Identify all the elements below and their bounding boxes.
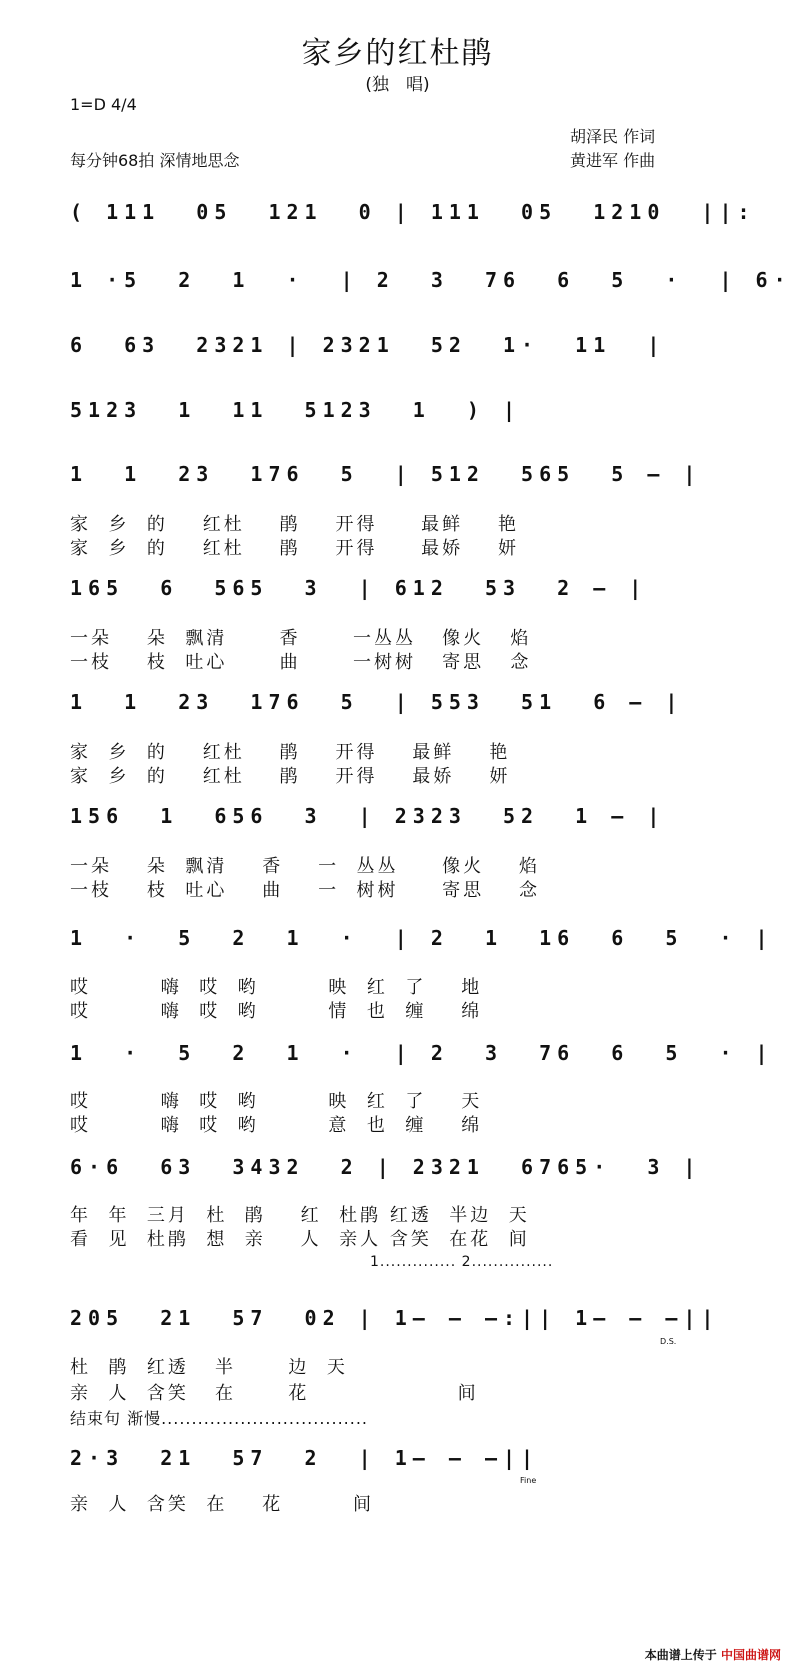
lyric-line: 年 年 三月 杜 鹃 红 杜鹃 红透 半边 天 [70,1205,530,1226]
ending-line-2 [70,1446,750,1486]
intro-line-4 [70,398,750,438]
notation: 205 21 57 02 | 1— — —:|| 1— — —|| [70,1306,720,1330]
key-time-signature: 1=D 4/4 [70,95,137,114]
chorus-line-3 [70,1155,750,1195]
footer [645,1646,781,1663]
lyric-line: 家 乡 的 红杜 鹃 开得 最鲜 艳 [70,514,520,535]
intro-line-3 [70,333,750,373]
lyric-line: 一枝 枝 吐心 曲 一树树 寄思 念 [70,652,532,673]
intro-line-1 [70,200,756,240]
lyric-line: 家 乡 的 红杜 鹃 开得 最娇 妍 [70,538,520,559]
lyric-line: 一枝 枝 吐心 曲 一 树树 寄思 念 [70,880,541,901]
notation: 1 1 23 176 5 | 553 51 6 — | [70,690,684,714]
notation: 1 · 5 2 1 · | 2 1 16 6 5 · | [70,926,774,950]
verse-line-4 [70,804,750,844]
chorus-line-2 [70,1041,774,1081]
notation: 1 ·5 2 1 · | 2 3 76 6 5 · | 6· [70,268,792,292]
notation: 1 1 23 176 5 | 512 565 5 — | [70,462,702,486]
tempo-marking: 每分钟68拍 深情地思念 [70,151,240,170]
notation: 2·3 21 57 2 | 1— — —|| [70,1446,540,1470]
lyric-line: 哎 嗨 哎 哟 意 也 缠 绵 [70,1115,483,1136]
lyric-line: 家 乡 的 红杜 鹃 开得 最鲜 艳 [70,742,511,763]
lyric-line: 亲 人 含笑 在 花 间 [70,1494,374,1515]
intro-line-2 [70,268,792,308]
fine-mark: Fine [520,1476,537,1485]
notation: 6 63 2321 | 2321 52 1· 11 | [70,333,666,357]
lyric-line: 杜 鹃 红透 半 边 天 [70,1357,348,1378]
performance-note: (独 唱) [365,75,430,95]
verse-line-3 [70,690,750,730]
verse-line-2 [70,576,750,616]
notation: 6·6 63 3432 2 | 2321 6765· 3 | [70,1155,702,1179]
lyric-line: 哎 嗨 哎 哟 映 红 了 地 [70,977,483,998]
lyric-line: 哎 嗨 哎 哟 情 也 缠 绵 [70,1001,483,1022]
song-title: 家乡的红杜鹃 [301,36,494,71]
chorus-line-1 [70,926,774,966]
ending-instruction: 结束句 渐慢.................................. [70,1409,369,1428]
composer-credit: 黄进军 作曲 [570,151,656,170]
lyric-line: 亲 人 含笑 在 花 间 [70,1383,479,1404]
notation: 5123 1 11 5123 1 ) | [70,398,522,422]
footer-text: 本曲谱上传于 [644,1648,717,1662]
verse-line-1 [70,462,750,502]
notation: 1 · 5 2 1 · | 2 3 76 6 5 · | [70,1041,774,1065]
notation: 165 6 565 3 | 612 53 2 — | [70,576,648,600]
ds-mark: D.S. [660,1337,677,1346]
lyric-line: 一朵 朵 飘清 香 一丛丛 像火 焰 [70,628,532,649]
site-logo: 中国曲谱网 [720,1648,781,1662]
lyricist-credit: 胡泽民 作词 [570,127,656,146]
ending-line-1 [70,1306,750,1346]
volta-brackets: 1.............. 2............... [370,1254,554,1270]
lyric-line: 家 乡 的 红杜 鹃 开得 最娇 妍 [70,766,511,787]
lyric-line: 看 见 杜鹃 想 亲 人 亲人 含笑 在花 间 [70,1229,530,1250]
notation: 156 1 656 3 | 2323 52 1 — | [70,804,666,828]
lyric-line: 一朵 朵 飘清 香 一 丛丛 像火 焰 [70,856,541,877]
lyric-line: 哎 嗨 哎 哟 映 红 了 天 [70,1091,483,1112]
notation: ( 111 05 121 0 | 111 05 1210 ||: [70,200,756,224]
